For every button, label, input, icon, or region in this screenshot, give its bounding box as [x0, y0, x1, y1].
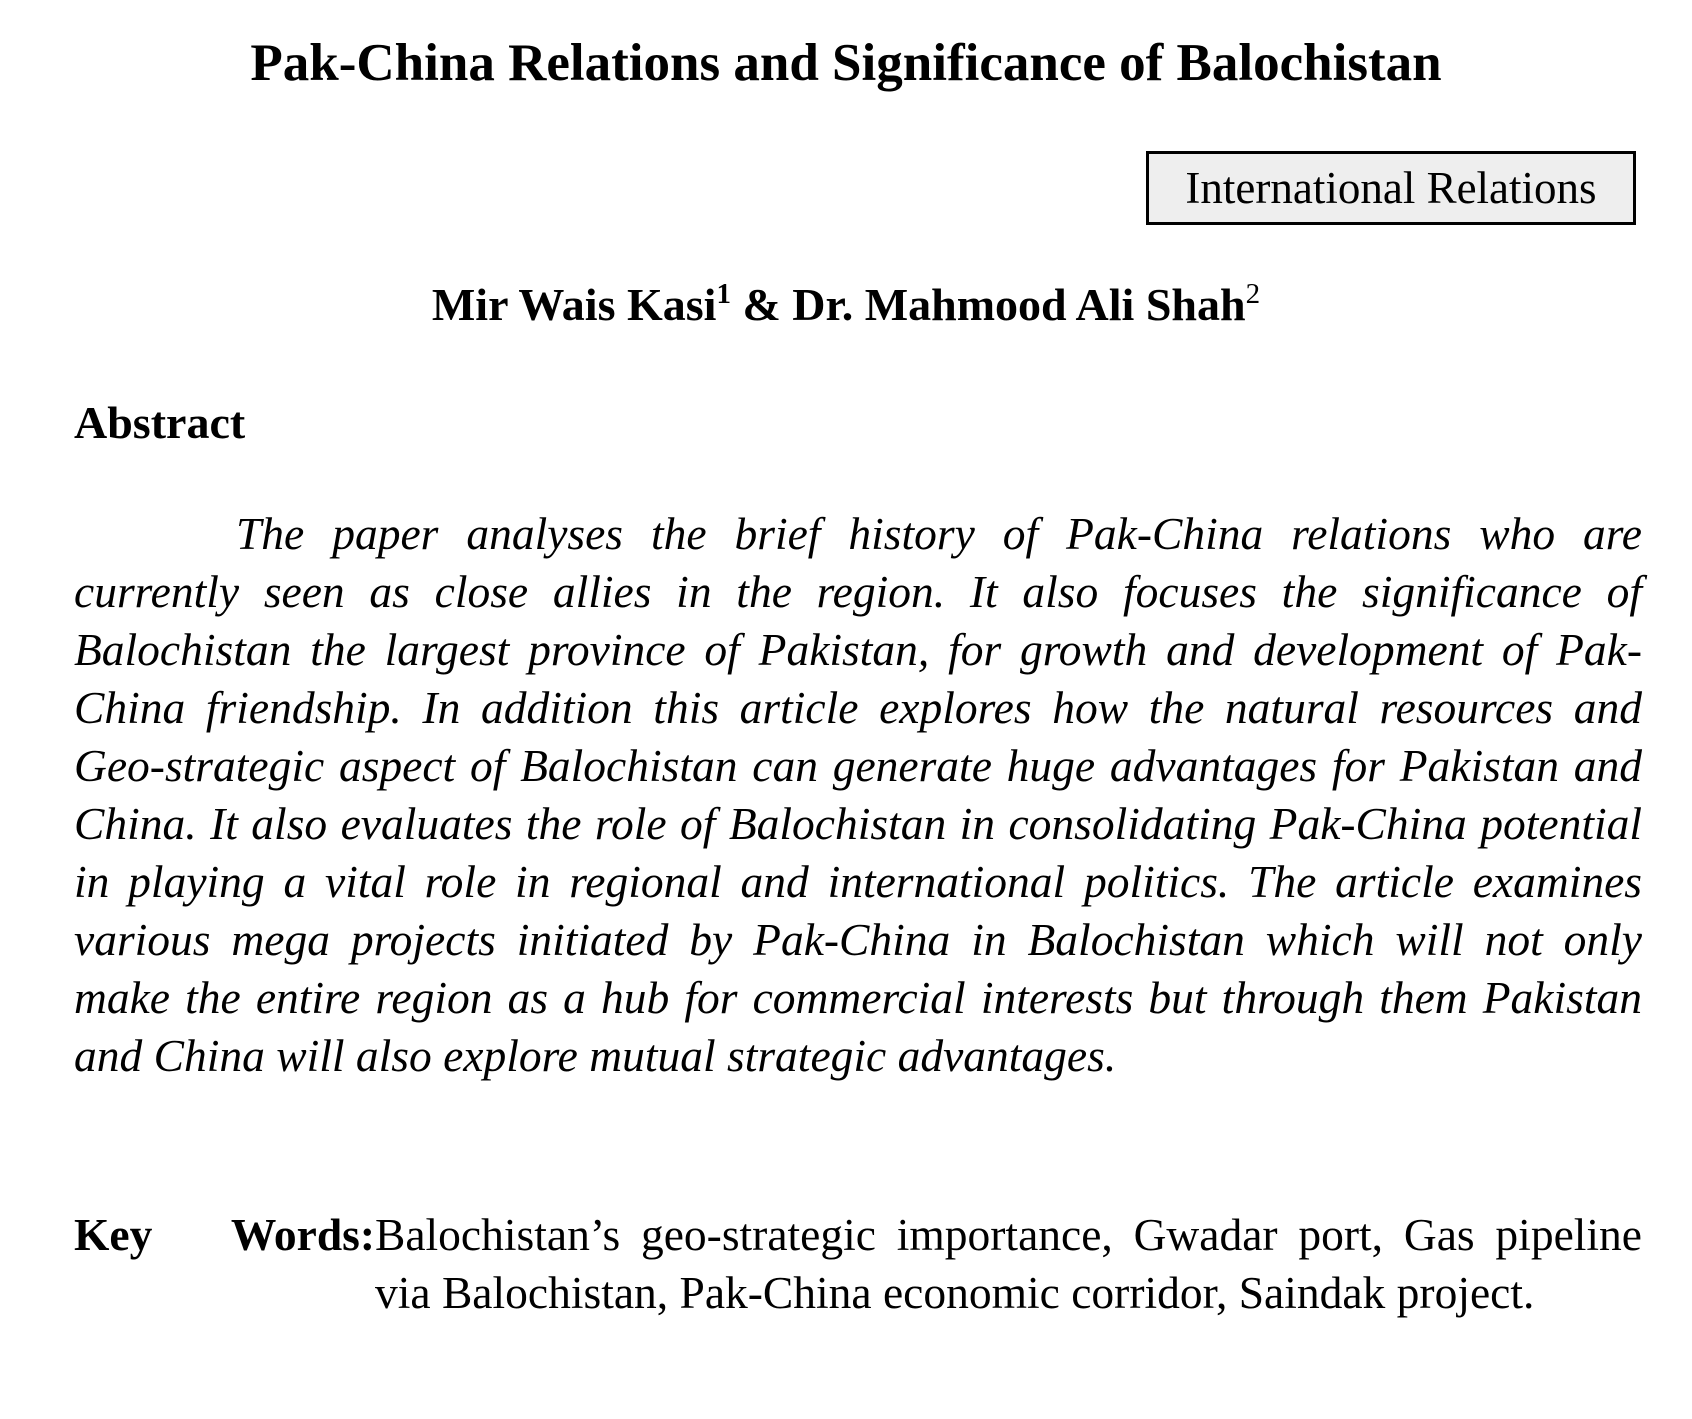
keywords-section: [74, 1206, 1642, 1322]
paper-title: Pak-China Relations and Significance of Balochistan: [250, 34, 1442, 92]
author-1-affiliation-mark: 1: [716, 278, 731, 310]
keywords-label: Key Words:: [74, 1209, 375, 1260]
author-separator: &: [730, 279, 793, 330]
author-2-affiliation-mark: 2: [1245, 278, 1261, 310]
author-line: [0, 274, 1692, 336]
category-label: International Relations: [1185, 163, 1597, 213]
abstract-heading: Abstract: [74, 397, 246, 448]
author-2-name: Dr. Mahmood Ali Shah: [792, 279, 1246, 330]
category-label-box: [1146, 151, 1636, 225]
author-1-name: Mir Wais Kasi: [431, 279, 717, 330]
abstract-body: The paper analyses the brief history of Pak-China relations who are currently seen as close allies in the region. It also focuses the significance of Balochistan the largest province of Pakistan, for growth and development of Pak-China friendship. In addition this article explores how the natural resources and Geo-strategic aspect of Balochistan can generate huge advantages for Pakistan and China. It also evaluates the role of Balochistan in consolidating Pak-China potential in playing a vital role in regional and international politics. The article examines various mega projects initiated by Pak-China in Balochistan which will not only make the entire region as a hub for commercial interests but through them Pakistan and China will also explore mutual strategic advantages.: [74, 508, 1642, 1081]
keywords-text: Balochistan’s geo-strategic importance, Gwadar port, Gas pipeline via Balochistan, Pak-China economic corridor, Saindak project.: [375, 1209, 1642, 1318]
